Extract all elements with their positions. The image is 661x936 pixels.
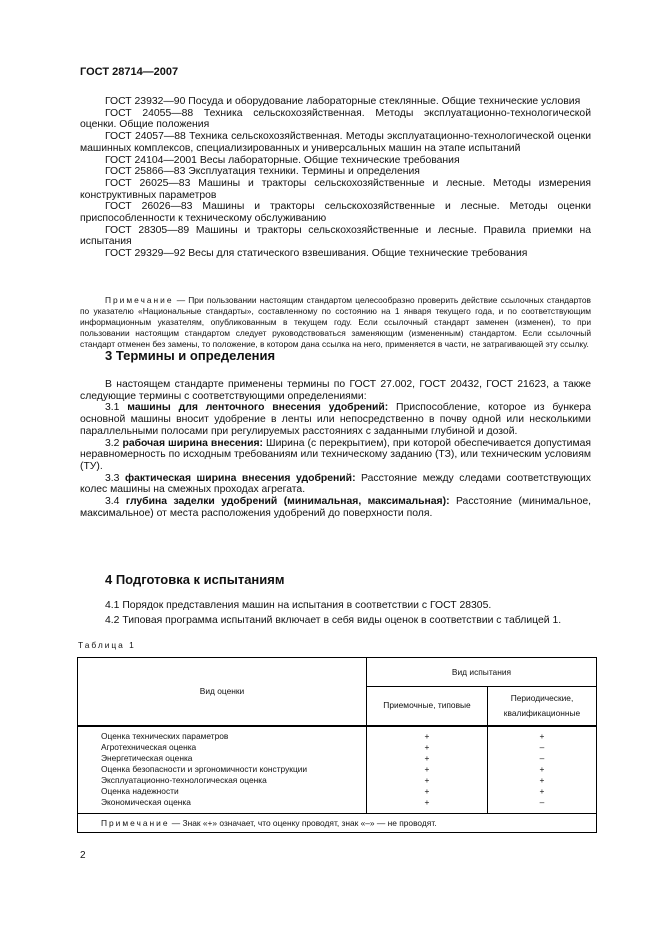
note-label: Примечание	[105, 295, 174, 305]
note-label: Примечание	[101, 818, 170, 828]
reference-code: ГОСТ 24104—2001	[105, 154, 197, 166]
reference-title: Весы для статического взвешивания. Общие технические требования	[188, 248, 528, 260]
term-name: фактическая ширина внесения удобрений:	[124, 472, 356, 484]
term-number: 3.1	[105, 402, 120, 414]
references-list	[80, 96, 591, 260]
reference-item	[80, 178, 591, 201]
section-heading: 4 Подготовка к испытаниям	[105, 572, 285, 587]
term-text: Расстояние между следами соответствующих колес машины на смежных проходах агрегата.	[80, 472, 591, 496]
row-value: +	[539, 730, 545, 741]
reference-item	[80, 248, 591, 260]
row-value: +	[424, 774, 430, 785]
term-number: 3.4	[105, 496, 120, 508]
reference-code: ГОСТ 25866—83	[105, 166, 186, 178]
row-name: Энергетическая оценка	[101, 752, 193, 763]
row-value: +	[539, 774, 545, 785]
row-value: +	[424, 785, 430, 796]
row-name: Оценка безопасности и эргономичности конструкции	[101, 763, 308, 774]
row-value: +	[424, 763, 430, 774]
evaluation-table	[77, 657, 597, 833]
header-cell: Вид оценки	[78, 658, 367, 726]
term-text: Ширина (с перекрытием), при которой обеспечивается допустимая неравномерность по исходным требованиям или техническому заданию (ТЗ), или техническим условиям (ТУ).	[80, 437, 591, 472]
term-definition	[80, 438, 591, 473]
term-name: машины для ленточного внесения удобрений:	[127, 402, 389, 414]
reference-item	[80, 155, 591, 167]
row-name: Агротехническая оценка	[101, 741, 197, 752]
reference-code: ГОСТ 26025—83	[105, 177, 191, 189]
row-name: Эксплуатационно-технологическая оценка	[101, 774, 267, 785]
reference-code: ГОСТ 23932—90	[105, 96, 186, 107]
reference-code: ГОСТ 29329—92	[105, 248, 186, 260]
row-name: Оценка технических параметров	[101, 730, 229, 741]
reference-title: Машины и тракторы сельскохозяйственные и лесные. Методы измерения конструктивных параметров	[80, 177, 592, 201]
reference-title: Весы лабораторные. Общие технические требования	[199, 154, 460, 166]
header-cell: Вид испытания	[367, 658, 597, 687]
reference-title: Машины и тракторы сельскохозяйственные и лесные. Методы оценки приспособленности к техническому обслуживанию	[80, 201, 592, 225]
term-name: глубина заделки удобрений (минимальная, максимальная):	[125, 496, 450, 508]
row-value: +	[539, 763, 545, 774]
table-caption: Таблица 1	[78, 640, 136, 650]
term-definition	[80, 496, 591, 519]
reference-title: Техника сельскохозяйственная. Методы эксплуатационно-технологической оценки. Общие положения	[80, 107, 592, 131]
row-value: +	[424, 730, 430, 741]
section-3	[80, 348, 591, 519]
reference-item	[80, 96, 591, 108]
page-header	[80, 66, 591, 78]
note-text: — Знак «+» означает, что оценку проводят, знак «–» — не проводят.	[169, 818, 437, 828]
reference-item	[80, 166, 591, 178]
column-evaluation	[78, 726, 367, 814]
reference-title: Посуда и оборудование лабораторные стеклянные. Общие технические условия	[188, 96, 581, 107]
note-text: — При пользовании настоящим стандартом целесообразно проверить действие ссылочных стандартов по указателю «Национальные стандарты», составленному по состоянию на 1 января текущего года, и по соответствующим информационным указателям, опубликованным в текущем году. Если ссылочный стандарт заменен (изменен), то при пользовании настоящим стандартом следует руководствоваться заменяющим (измененным) стандартом. Если ссылочный стандарт отменен без замены, то положение, в котором дана ссылка на него, применяется в части, не затрагивающей эту ссылку.	[80, 295, 591, 349]
page-number: 2	[80, 850, 86, 861]
row-value: –	[539, 741, 545, 752]
term-number: 3.2	[105, 437, 120, 449]
reference-item	[80, 108, 591, 131]
row-value: +	[424, 752, 430, 763]
row-value: –	[539, 796, 545, 807]
reference-title: Машины и тракторы сельскохозяйственные и лесные. Правила приемки на испытания	[80, 224, 591, 248]
paragraph: 4.1 Порядок представления машин на испытания в соответствии с ГОСТ 28305.	[105, 600, 492, 611]
reference-title: Техника сельскохозяйственная. Методы эксплуатационно-технологической оценки машинных комплексов, специализированных и универсальных машин на этапе испытаний	[80, 131, 591, 154]
reference-item	[80, 201, 591, 224]
section-intro: В настоящем стандарте применены термины по ГОСТ 27.002, ГОСТ 20432, ГОСТ 21623, а также следующие термины с соответствующими определениями:	[80, 379, 591, 402]
note-references	[80, 295, 591, 350]
term-name: рабочая ширина внесения:	[122, 437, 263, 449]
reference-code: ГОСТ 28305—89	[105, 224, 190, 236]
reference-code: ГОСТ 26026—83	[105, 201, 193, 213]
paragraph: 4.2 Типовая программа испытаний включает в себя виды оценок в соответствии с таблицей 1.	[105, 614, 562, 626]
term-definition	[80, 402, 591, 437]
term-number: 3.3	[105, 472, 120, 484]
header-cell: Периодические, квалификационные	[488, 687, 597, 726]
row-name: Оценка надежности	[101, 785, 179, 796]
term-definition	[80, 473, 591, 496]
row-value: –	[539, 752, 545, 763]
reference-item	[80, 131, 591, 154]
section-4	[80, 572, 591, 626]
section-heading: 3 Термины и определения	[105, 348, 276, 363]
row-value: +	[424, 796, 430, 807]
row-value: +	[424, 741, 430, 752]
row-value: +	[539, 785, 545, 796]
header-cell: Приемочные, типовые	[367, 687, 488, 726]
row-name: Экономическая оценка	[101, 796, 191, 807]
reference-title: Эксплуатация техники. Термины и определения	[188, 166, 420, 178]
reference-item	[80, 225, 591, 248]
term-text: Расстояние (минимальное, максимальное) от места расположения удобрений до поверхности поля.	[80, 496, 592, 519]
term-text: Приспособление, которое из бункера основной машины вносит удобрение в ленты или непосредственно в почву одной или несколькими параллельными полосами при регулируемых расстояниях с заданными глубиной и дозой.	[80, 402, 591, 437]
reference-code: ГОСТ 24057—88	[105, 131, 186, 143]
reference-code: ГОСТ 24055—88	[105, 107, 194, 119]
column-periodic	[488, 726, 597, 814]
column-acceptance	[367, 726, 488, 814]
document-code: ГОСТ 28714—2007	[80, 66, 179, 78]
